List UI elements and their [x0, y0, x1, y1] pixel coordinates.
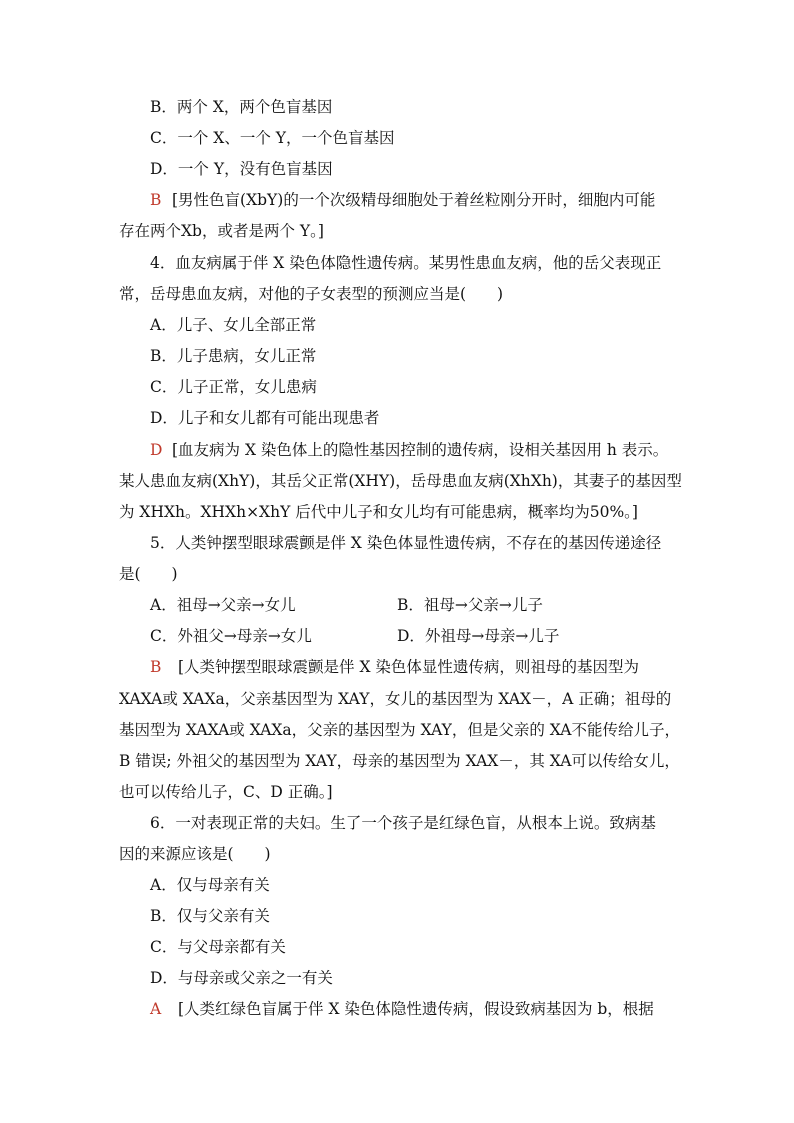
- q3-explanation-line-1: [150, 190, 655, 210]
- q4-option-a: A．儿子、女儿全部正常: [150, 316, 317, 334]
- q5-explanation-line-3: 基因型为 XAXA或 XAXa，父亲的基因型为 XAY，但是父亲的 XA不能传给儿子，: [119, 721, 680, 739]
- q4-explanation-line-1: [150, 440, 668, 460]
- q6-stem-line-2: 因的来源应该是( ): [119, 845, 271, 863]
- q6-stem-line-1: 6．一对表现正常的夫妇。生了一个孩子是红绿色盲，从根本上说。致病基: [150, 814, 656, 832]
- q5-option-a: A．祖母→父亲→女儿: [150, 596, 296, 614]
- q4-stem-line-2: 常，岳母患血友病，对他的子女表型的预测应当是( ): [119, 285, 504, 303]
- q5-explanation-line-5: 也可以传给儿子，C、D 正确。]: [119, 783, 333, 801]
- q6-option-b: B．仅与父亲有关: [150, 907, 270, 925]
- q4-answer: D: [150, 441, 163, 459]
- q6-option-c: C．与父母亲都有关: [150, 938, 286, 956]
- q5-expl-text-1: [人类钟摆型眼球震颤是伴 X 染色体显性遗传病，则祖母的基因型为: [178, 658, 639, 676]
- q5-option-b: B．祖母→父亲→儿子: [397, 596, 543, 614]
- q6-expl-text-1: [人类红绿色盲属于伴 X 染色体隐性遗传病，假设致病基因为 b，根据: [178, 1000, 654, 1018]
- q5-option-c: C．外祖父→母亲→女儿: [150, 627, 312, 645]
- q3-option-d: D．一个 Y，没有色盲基因: [150, 160, 333, 178]
- q5-option-d: D．外祖母→母亲→儿子: [397, 627, 560, 645]
- q5-explanation-line-4: B 错误; 外祖父的基因型为 XAY，母亲的基因型为 XAX－，其 XA可以传给女儿，: [119, 752, 680, 770]
- q4-stem-line-1: 4．血友病属于伴 X 染色体隐性遗传病。某男性患血友病，他的岳父表现正: [150, 254, 662, 272]
- q5-answer: B: [150, 658, 162, 676]
- q5-stem-line-2: 是( ): [119, 565, 178, 583]
- q4-option-d: D．儿子和女儿都有可能出现患者: [150, 409, 380, 427]
- q3-answer: B: [150, 191, 162, 209]
- q3-option-b: B．两个 X，两个色盲基因: [150, 98, 333, 116]
- q5-explanation-line-1: [150, 657, 639, 677]
- q4-explanation-line-2: 某人患血友病(XhY)，其岳父正常(XHY)，岳母患血友病(XhXh)，其妻子的基因型: [119, 472, 682, 490]
- q6-answer: A: [150, 1000, 162, 1018]
- q6-option-d: D．与母亲或父亲之一有关: [150, 969, 333, 987]
- q4-option-b: B．儿子患病，女儿正常: [150, 347, 317, 365]
- q5-stem-line-1: 5．人类钟摆型眼球震颤是伴 X 染色体显性遗传病，不存在的基因传递途径: [150, 534, 662, 552]
- q4-explanation-line-3: 为 XHXh。XHXh×XhY 后代中儿子和女儿均有可能患病，概率均为50%。]: [119, 503, 638, 521]
- q4-expl-text-1: [血友病为 X 染色体上的隐性基因控制的遗传病，设相关基因用 h 表示。: [172, 441, 669, 459]
- q6-option-a: A．仅与母亲有关: [150, 876, 270, 894]
- q5-explanation-line-2: XAXA或 XAXa，父亲基因型为 XAY，女儿的基因型为 XAX－，A 正确；祖母的: [119, 690, 672, 708]
- q3-expl-text-1: [男性色盲(XbY)的一个次级精母细胞处于着丝粒刚分开时，细胞内可能: [172, 191, 656, 209]
- q3-explanation-line-2: 存在两个Xb，或者是两个 Y。]: [119, 222, 324, 240]
- q6-explanation-line-1: [150, 999, 654, 1019]
- q3-option-c: C．一个 X、一个 Y，一个色盲基因: [150, 129, 395, 147]
- q4-option-c: C．儿子正常，女儿患病: [150, 378, 317, 396]
